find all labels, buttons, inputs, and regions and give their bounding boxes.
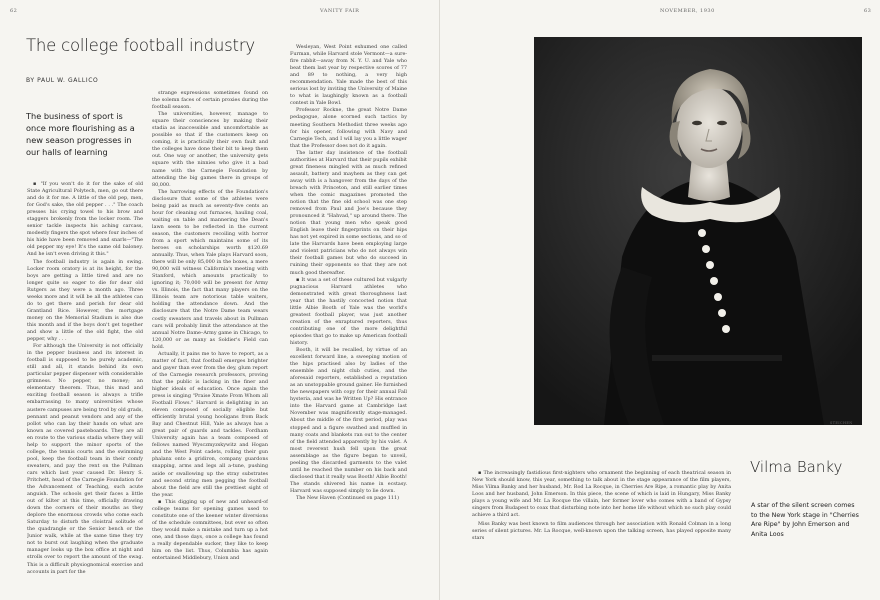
paragraph: The universities, however, manage to square their consciences by making their stadia as inaccessible and uncomfortable as possible so that if the customers keep on coming, it is practically their own fault and the colleges have done their bit to keep them out. One way or another, the university gets square with the ninnies who give it a bad name with the Carnegie Foundation by attending the big games there in groups of 80,000. — [152, 111, 268, 188]
paragraph: strange expressions sometimes found on the solemn faces of certain proxies during the football season. — [152, 90, 268, 111]
paragraph: The latter day insistence of the football authorities at Harvard that their pupils exhibit great fineness mingled with as much refined assault, battery and mayhem as they can get away with is a hangover from the days of the breach with Princeton, and still earlier times when the comic magazines promoted the notion that the fine old school was one step removed from Paul and Joe's because they pronounced it "Hahvad," up around there. The notion that young men who speak good English leave their fingerprints on their hips has not yet expired in some sections, and so of late the Harvards have been employing large and violent patricians who do not always win their football games but who do succeed in ruining their opponents so that they are not much good thereafter. — [290, 149, 407, 276]
feature-name: Vilma Banky — [750, 458, 843, 476]
article-column-3 — [290, 44, 407, 595]
portrait-photo — [534, 37, 862, 425]
paragraph: Miss Banky was best known to film audiences through her association with Ronald Colman in a long series of silent pictures. Mr. La Rocque, well-known upon the talking screen, has played opposite many stars — [472, 521, 731, 542]
paragraph: ▪ "If you won't do it for the sake of old State Agricultural Polytech, men, go out there and do it for me. A little of the old pep, men, for God's sake, the old pepper . . ." The coach presses his crying towel to his brow and staggers brokenly from the locker room. The senior tackle inspects his aching carcass, modestly fingers the spot where four inches of his hide have been removed and snarls—"The old pepper my eye! It's the same old baloney. And he isn't even driving it this." — [27, 181, 143, 258]
article-column-2 — [152, 90, 268, 593]
paragraph: Wesleyan, West Point exhumed one called Furman, while Harvard stole Vermont—a sure-fire rabbit—away from N. Y. U. and Yale who beat them last year by respective scores of 77 and 89 to nothing, a very high recommendation. Yale made the best of this serious lost by inviting the University of Maine to what is laughingly known as a football contest in Yale Bowl. — [290, 44, 407, 107]
paragraph: ▪ It was a set of these cultured but vulgarly pugnacious Harvard athletes who demonstrated with great thoroughness last year that the hastily concocted notion that little Albie Booth of Yale was the world's greatest football player, was just another creation of the enraptured reporters, thus contributing one of the more delightful episodes that go to make up American football history. — [290, 276, 407, 346]
article-title: The college football industry — [26, 36, 255, 55]
paragraph: ▪ The increasingly fastidious first-nighters who ornament the beginning of each theatrical season in New York should know, this year, something to talk about in the stage appearance of the film players, Miss Vilma Banky and her husband, Mr. Rod La Rocque, in Cherries Are Ripe, a romantic play by Anita Loos and her husband, John Emerson. In this piece, the scene of which is laid in Hungary, Miss Banky plays a young wife and Mr. La Rocque the villain, her former lover who comes with a band of Gypsy singers from Budapest to coax that disturbing note into her home life without which no such play could achieve a third act. — [472, 470, 731, 519]
article-column-1 — [27, 181, 143, 593]
portrait-illustration — [534, 37, 862, 425]
paragraph: Professor Rockne, the great Notre Dame pedagogue, alone scorned such tactics by meeting Southern Methodist three weeks ago for his opener, following with Navy and Carnegie Tech, and I will lay you a little wager that the Professor does not do it again. — [290, 107, 407, 149]
paragraph: Actually, it pains me to have to report, as a matter of fact, that football emerges brighter and gayer than ever from the dey, glum report of the Carnegie research professors, proving that the public is lacking in the finer and higher ideals of education. Once again the press is singing "Praise Xmate From Whom all Football Flows." Harvard is delighting in an eleven composed of socially eligible but efficiently brutal young hooligans from Back Bay and Chestnut Hill, Yale as always has a great pair of guards and tackles. Fordham University again has a team composed of fellows named Wysczmyzskywitz and Hogan and the West Point cadets, rolling their gun phalanx onto a gridiron, company guardons snapping, arms and legs all a-tune, pushing aside or swallowing up the stray substrates and second string men pegging the football about the field are still the prettiest sight of the year. — [152, 350, 268, 498]
running-head-magazine: VANITY FAIR — [320, 8, 360, 14]
feature-body — [472, 470, 731, 595]
paragraph: The harrowing effects of the Foundation's disclosure that some of the athletes were being paid as much as seventy-five cents an hour for cleaning out furnaces, hauling coal, waiting on table and mannering the Dean's lawn seem to be reflected in the current season, the customers recoiling with horror from a sport which maintains some of its heroes on scholarships worth $120.69 annually. Thus, when Yale plays Harvard soon, there will be only 85,000 in the boxes, a mere 90,000 will witness California's meeting with Stanford, which amounts practically to ignoring it; 70,000 will be present for Army vs. Illinois, the fact that many players on the Illinois team are notorious table waiters, holding the attendance down. And the disclosure that the Notre Dame team wears costly sweaters and travels about in Pullman cars will probably limit the attendance at the annual Notre Dame–Army game in Chicago, to 120,000 or as many as Soldier's Field can hold. — [152, 188, 268, 350]
photo-credit: STEICHEN — [830, 421, 853, 425]
article-byline: BY PAUL W. GALLICO — [26, 77, 99, 84]
paragraph: For although the University is not officially in the pepper business and its interest in football is supposed to be purely academic, still and all, it stands behind its own particular pepper dispenser with considerable grimness. No pepper, no money; an elementary theorem. Thus, this mad and exciting football season is always a trifle embarrassing to many universities whose austere campuses are being trod by old grads, pennant and peanut vendors and any of the pollot who can lay their hands on what are known as covered pasteboards. They are all en route to the various stadia where they will help to support the minor sports of the college, the tennis courts and the swimming pool, keep the football team in their comfy sweaters, and pay the rent on the Pullman cars which last year caused Dr. Henry S. Pritchett, head of the Carnegie Foundation for the Advancement of Teaching, such acute anguish. The schools get their faces a little out of kilter at this time, officially drawing down the corners of their mouths as they deplore the enormous crowds who come each Saturday to disturb the cloistral solitude of the quadrangle or the Senior bench or the Junior walk, while at the same time they try not to burst out laughing when the graduate manager looks up the box office at night and strolls over to report the amount of the swag. This is a difficult physiognomical exercise and accounts in part for the — [27, 343, 143, 575]
paragraph: Booth, it will be recalled, by virtue of an excellent forward line, a sweeping motion of the hips practised also by ladies of the ensemble and night club cuties, and the aforesaid reporters, established a reputation as an unstoppable ground gainer. He furnished the newspapers with copy for their annual Fall hysteria, and was he Written Up? His entrance into the Harvard game at Cambridge last November was magnificently stage-managed. About the middle of the first period, play was stopped and a figure swathed and muffled in many coats and blankets ran out to the center of the field attended apparently by his valet. A most reverent hush fell upon the great assemblage as the figure began to unveil, peeling the discarded garments to the valet until he reached the number on his back and disclosed that it really was Booth! Albie Booth! The stands shivered his name in ecstasy. Harvard was supposed simply to lie down. — [290, 347, 407, 494]
paragraph: The New Haven (Continued on page 111) — [296, 495, 399, 501]
running-head-date: NOVEMBER, 1930 — [660, 8, 715, 14]
paragraph: ▪ This digging up of new and unheard-of college teams for opening games used to constitute one of the keener winter diversions of the schedule committees, but ever so often they would make a mistake and turn up a hot one, and those days, once a college has found a really dependable sucker, they like to keep him on the list. Thus, Columbia has again entertained Middlebury, Union and — [152, 498, 268, 562]
right-page-number: 63 — [864, 8, 872, 14]
left-page-number: 62 — [10, 8, 18, 14]
article-deck: The business of sport is once more flourishing as a new season progresses in our halls of learning — [26, 111, 135, 157]
feature-deck: A star of the silent screen comes to the New York stage in "Cherries Are Ripe" by John Emerson and Anita Loos — [751, 502, 859, 538]
paragraph: The football industry is again in swing. Locker room oratory is at its height, for the boys are getting a little tired and are no longer quite so eager to die for dear old Rutgers as they were a month ago. Three weeks more and it will be all the athletes can do to get there and perish for dear old Grantland Rice. However, the mortgage money on the Memorial Stadium is also due this month and if the boys don't get together and show a little of the old fight, the old pepper, why . . . — [27, 258, 143, 343]
